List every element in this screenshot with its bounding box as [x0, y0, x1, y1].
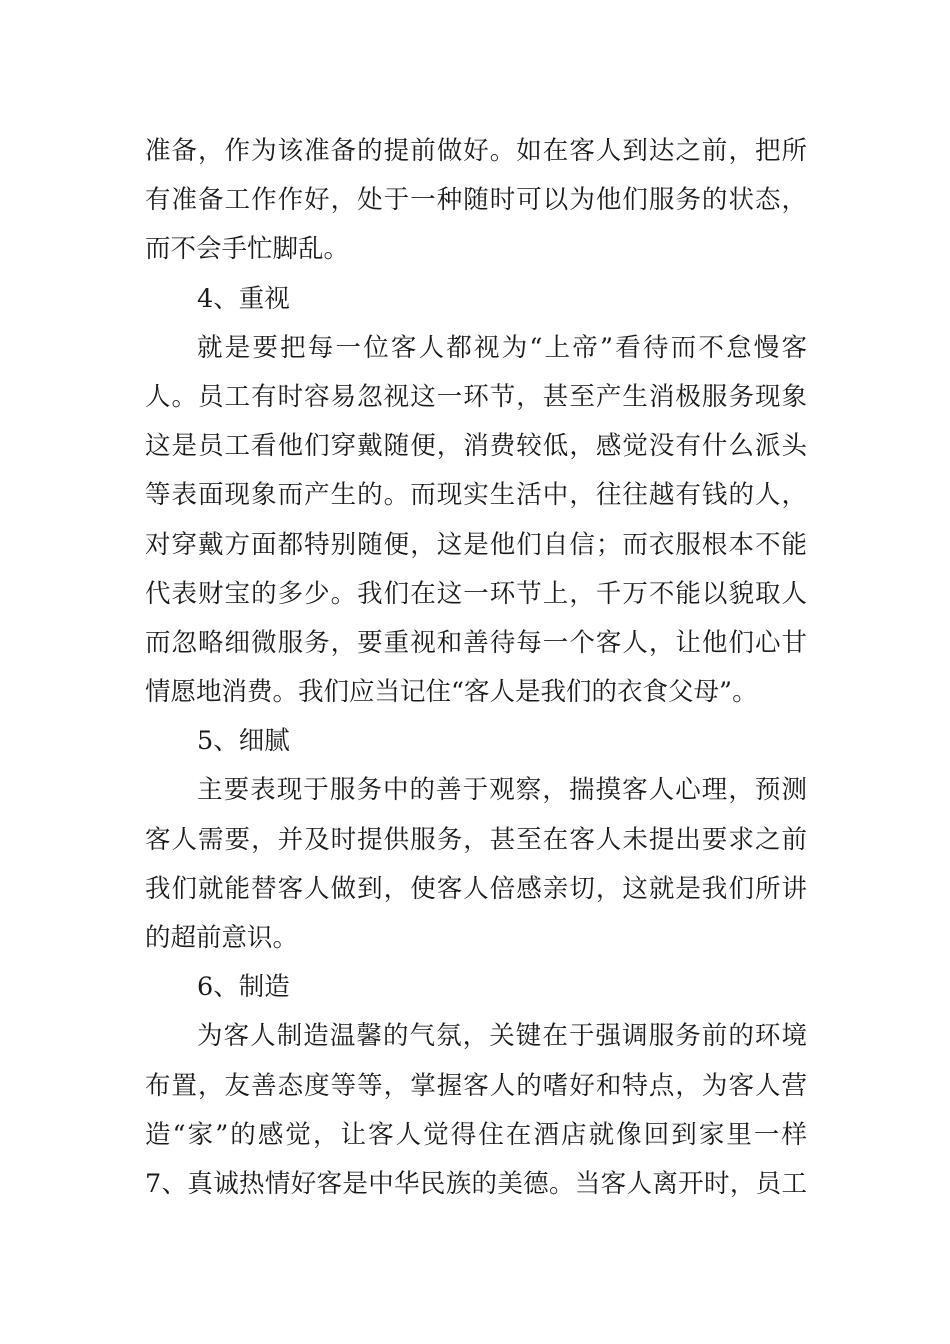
- document-body: [145, 127, 807, 1209]
- text-line: 客人需要，并及时提供服务，甚至在客人未提出要求之前: [145, 824, 807, 855]
- text-line: 等表面现象而产生的。而现实生活中，往往越有钱的人，: [145, 480, 807, 511]
- text-line: 造“家”的感觉，让客人觉得住在酒店就像回到家里一样: [145, 1119, 807, 1150]
- text-line: 情愿地消费。我们应当记住“客人是我们的衣食父母”。: [145, 677, 758, 708]
- text-line: 准备，作为该准备的提前做好。如在客人到达之前，把所: [145, 136, 807, 166]
- text-line: 布置，友善态度等等，掌握客人的嗜好和特点，为客人营: [145, 1070, 807, 1101]
- text-line: 有准备工作作好，处于一种随时可以为他们服务的状态，: [145, 185, 807, 216]
- text-line: 7、真诚热情好客是中华民族的美德。当客人离开时，员工: [145, 1168, 807, 1199]
- text-line: 而不会手忙脚乱。: [145, 234, 350, 265]
- text-line: 的超前意识。: [145, 923, 299, 953]
- text-line: 人。员工有时容易忽视这一环节，甚至产生消极服务现象: [145, 381, 807, 412]
- text-line: 这是员工看他们穿戴随便，消费较低，感觉没有什么派头: [145, 431, 807, 462]
- text-line: 4、重视: [197, 283, 290, 314]
- text-line: 为客人制造温馨的气氛，关键在于强调服务前的环境: [197, 1021, 807, 1052]
- text-line: 就是要把每一位客人都视为“上帝”看待而不怠慢客: [197, 332, 807, 363]
- text-line: 代表财宝的多少。我们在这一环节上，千万不能以貌取人: [145, 578, 807, 609]
- text-line: 对穿戴方面都特别随便，这是他们自信；而衣服根本不能: [145, 529, 807, 560]
- text-line: 主要表现于服务中的善于观察，揣摸客人心理，预测: [197, 775, 807, 806]
- text-line: 我们就能替客人做到，使客人倍感亲切，这就是我们所讲: [145, 873, 807, 904]
- text-line: 而忽略细微服务，要重视和善待每一个客人，让他们心甘: [145, 627, 807, 658]
- text-line: 5、细腻: [197, 726, 290, 757]
- text-line: 6、制造: [197, 972, 290, 1003]
